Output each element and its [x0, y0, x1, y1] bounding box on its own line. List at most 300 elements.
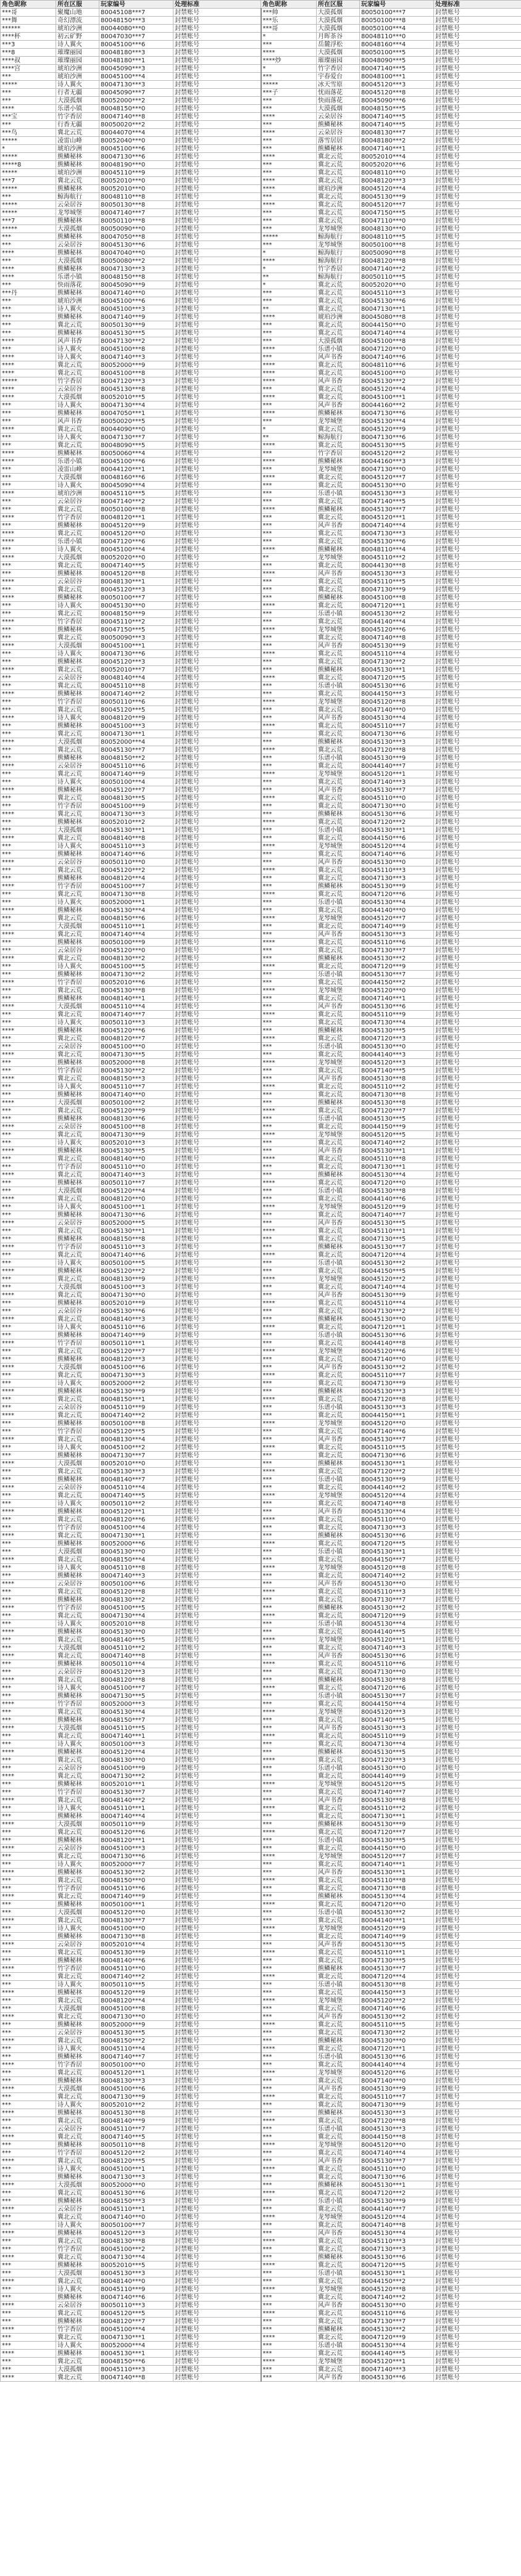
table-row	[1, 1428, 521, 1436]
nickname-cell: ***	[261, 1388, 317, 1396]
table-row	[1, 1949, 521, 1957]
table-row	[1, 121, 521, 129]
action-cell: 封禁账号	[173, 1644, 261, 1652]
server-cell: 诗人翼火	[56, 1925, 99, 1933]
server-cell: 冀北云荒	[317, 1211, 360, 1219]
action-cell: 封禁账号	[173, 2253, 261, 2261]
server-cell: 熊鳞秘林	[56, 522, 99, 530]
header-row	[1, 1, 521, 9]
player-id-cell: 80045120***3	[99, 1668, 173, 1676]
player-id-cell: 80044150***3	[360, 1989, 434, 1997]
action-cell: 封禁账号	[173, 955, 261, 963]
server-cell: 琥珀沙洲	[56, 145, 99, 153]
action-cell: 封禁账号	[434, 498, 521, 506]
nickname-cell: ****	[261, 1877, 317, 1885]
action-cell: 封禁账号	[173, 1941, 261, 1949]
table-row	[1, 923, 521, 931]
player-id-cell: 80047130***3	[99, 810, 173, 818]
action-cell: 封禁账号	[434, 2013, 521, 2021]
action-cell: 封禁账号	[173, 802, 261, 810]
table-row	[1, 570, 521, 578]
player-id-cell: 80048110***5	[360, 233, 434, 241]
player-id-cell: 80044150***0	[360, 1845, 434, 1853]
action-cell: 封禁账号	[173, 1845, 261, 1853]
player-id-cell: 80045100***0	[360, 369, 434, 377]
player-id-cell: 80052000***0	[99, 2181, 173, 2189]
server-cell: 熊鳞秘林	[56, 2294, 99, 2302]
nickname-cell: ***	[1, 1107, 56, 1115]
action-cell: 封禁账号	[434, 762, 521, 770]
nickname-cell: ****	[261, 2165, 317, 2173]
server-cell: 冀北云荒	[317, 1644, 360, 1652]
server-cell: 云朵居谷	[56, 1123, 99, 1131]
nickname-cell: ***	[1, 1901, 56, 1909]
action-cell: 封禁账号	[173, 538, 261, 546]
table-row	[1, 2302, 521, 2310]
table-row	[1, 249, 521, 257]
action-cell: 封禁账号	[173, 939, 261, 947]
action-cell: 封禁账号	[434, 1580, 521, 1588]
player-id-cell: 80045120***0	[360, 2141, 434, 2149]
player-id-cell: 80045110***8	[360, 1155, 434, 1163]
server-cell: 冀北云荒	[317, 746, 360, 754]
server-cell: 熊鳞秘林	[56, 1596, 99, 1604]
action-cell: 封禁账号	[434, 1700, 521, 1708]
server-cell: 冀北云荒	[56, 2117, 99, 2125]
player-id-cell: 80045110***3	[360, 289, 434, 297]
server-cell: 冀北云荒	[317, 2334, 360, 2342]
nickname-cell: ***	[261, 1267, 317, 1275]
table-row	[1, 842, 521, 850]
nickname-cell: ****	[1, 1099, 56, 1107]
player-id-cell: 80047140***5	[360, 65, 434, 73]
action-cell: 封禁账号	[434, 722, 521, 730]
table-row	[1, 217, 521, 225]
action-cell: 封禁账号	[434, 915, 521, 923]
action-cell: 封禁账号	[434, 385, 521, 393]
nickname-cell: ****	[261, 1179, 317, 1187]
table-row	[1, 562, 521, 570]
nickname-cell: ***	[261, 1019, 317, 1027]
nickname-cell: ***	[1, 1331, 56, 1339]
action-cell: 封禁账号	[173, 1636, 261, 1644]
nickname-cell: ****	[1, 642, 56, 650]
nickname-cell: ***	[1, 1909, 56, 1917]
server-cell: 大漠孤烟	[56, 2085, 99, 2093]
nickname-cell: ****	[1, 1748, 56, 1756]
player-id-cell: 80047140***6	[99, 2294, 173, 2302]
server-cell: 诗人翼火	[56, 2165, 99, 2173]
player-id-cell: 80044140***6	[360, 1195, 434, 1203]
player-id-cell: 80045110***1	[360, 1227, 434, 1235]
nickname-cell: ***	[1, 2213, 56, 2221]
nickname-cell: ***	[261, 2029, 317, 2037]
server-cell: 琥珀沙洲	[56, 65, 99, 73]
nickname-cell: ****	[1, 1027, 56, 1035]
table-row	[1, 2061, 521, 2069]
server-cell: 竹字香居	[56, 2326, 99, 2334]
nickname-cell: ***	[261, 1604, 317, 1612]
nickname-cell: ***	[1, 1877, 56, 1885]
action-cell: 封禁账号	[173, 73, 261, 81]
server-cell: 冀北云荒	[317, 650, 360, 658]
nickname-cell: ****	[261, 1348, 317, 1356]
nickname-cell: ***	[261, 802, 317, 810]
nickname-cell: ***	[1, 506, 56, 514]
action-cell: 封禁账号	[173, 1235, 261, 1243]
action-cell: 封禁账号	[434, 1829, 521, 1837]
player-id-cell: 80045110***1	[360, 1949, 434, 1957]
table-row	[1, 233, 521, 241]
server-cell: 冀北云荒	[317, 1772, 360, 1780]
action-cell: 封禁账号	[434, 706, 521, 714]
player-id-cell: 80045100***1	[99, 642, 173, 650]
server-cell: 云朵居谷	[317, 129, 360, 137]
player-id-cell: 80048120***9	[99, 714, 173, 722]
nickname-cell: ****	[1, 931, 56, 939]
player-id-cell: 80047130***6	[360, 1452, 434, 1460]
player-id-cell: 80045130***2	[360, 2013, 434, 2021]
server-cell: 冀北云荒	[317, 2261, 360, 2269]
server-cell: 冀北云荒	[56, 2093, 99, 2101]
action-cell: 封禁账号	[434, 241, 521, 249]
action-cell: 封禁账号	[434, 698, 521, 706]
nickname-cell: ****	[261, 1444, 317, 1452]
nickname-cell: ****	[261, 2093, 317, 2101]
table-row	[1, 546, 521, 554]
action-cell: 封禁账号	[173, 1187, 261, 1195]
nickname-cell: ***	[1, 2237, 56, 2245]
nickname-cell: ***	[1, 2245, 56, 2253]
server-cell: 熊鳞秘林	[56, 1748, 99, 1756]
action-cell: 封禁账号	[434, 1973, 521, 1981]
nickname-cell: ***	[261, 1436, 317, 1444]
server-cell: 诗人翼火	[56, 1019, 99, 1027]
table-row	[1, 321, 521, 329]
player-id-cell: 80052000***7	[99, 1861, 173, 1869]
action-cell: 封禁账号	[173, 690, 261, 698]
server-cell: 熊鳞秘林	[56, 1716, 99, 1724]
server-cell: 熊鳞秘林	[317, 1893, 360, 1901]
action-cell: 封禁账号	[434, 586, 521, 594]
player-id-cell: 80047140***3	[360, 2366, 434, 2374]
player-id-cell: 80047120***8	[360, 746, 434, 754]
action-cell: 封禁账号	[434, 546, 521, 554]
action-cell: 封禁账号	[173, 1548, 261, 1556]
action-cell: 封禁账号	[434, 1307, 521, 1315]
action-cell: 封禁账号	[434, 1893, 521, 1901]
server-cell: 琥珀沙洲	[56, 297, 99, 305]
player-id-cell: 80048120***6	[99, 1516, 173, 1524]
action-cell: 封禁账号	[434, 1131, 521, 1139]
action-cell: 封禁账号	[434, 1123, 521, 1131]
action-cell: 封禁账号	[434, 1652, 521, 1660]
player-id-cell: 80045120***3	[360, 1059, 434, 1067]
action-cell: 封禁账号	[173, 738, 261, 746]
player-id-cell: 80045130***0	[360, 1764, 434, 1772]
action-cell: 封禁账号	[434, 1436, 521, 1444]
action-cell: 封禁账号	[173, 1484, 261, 1492]
nickname-cell: ****	[261, 2261, 317, 2269]
nickname-cell: ****	[261, 746, 317, 754]
player-id-cell: 80045130***3	[360, 738, 434, 746]
player-id-cell: 80045130***6	[360, 1003, 434, 1011]
nickname-cell: ***	[1, 1131, 56, 1139]
nickname-cell: ***	[261, 1556, 317, 1564]
server-cell: 冀北云荒	[317, 1949, 360, 1957]
server-cell: 冀北云荒	[317, 2318, 360, 2326]
player-id-cell: 80045130***6	[360, 2253, 434, 2261]
action-cell: 封禁账号	[173, 361, 261, 369]
table-row	[1, 1716, 521, 1724]
player-id-cell: 80045090***9	[99, 281, 173, 289]
table-row	[1, 1251, 521, 1259]
nickname-cell: ****	[1, 1075, 56, 1083]
action-cell: 封禁账号	[434, 2165, 521, 2173]
server-cell: 冀北云荒	[56, 2310, 99, 2318]
action-cell: 封禁账号	[434, 1764, 521, 1772]
table-row	[1, 289, 521, 297]
server-cell: 竹字香居	[56, 2061, 99, 2069]
table-row	[1, 161, 521, 169]
table-row	[1, 690, 521, 698]
nickname-cell: ****	[261, 1035, 317, 1043]
player-id-cell: 80045120***4	[360, 842, 434, 850]
nickname-cell: ***	[1, 1684, 56, 1692]
nickname-cell: ****	[1, 1989, 56, 1997]
nickname-cell: ***	[261, 1917, 317, 1925]
table-row	[1, 586, 521, 594]
player-id-cell: 80052000***5	[99, 1219, 173, 1227]
nickname-cell: ***	[261, 1051, 317, 1059]
nickname-cell: ***	[1, 1372, 56, 1380]
server-cell: 乐谱小镇	[317, 2125, 360, 2133]
server-cell: 云朵居谷	[56, 241, 99, 249]
nickname-cell: ***	[261, 1508, 317, 1516]
table-row	[1, 1869, 521, 1877]
server-cell: 熊鳞秘林	[56, 874, 99, 883]
nickname-cell: ***	[261, 1067, 317, 1075]
action-cell: 封禁账号	[173, 2326, 261, 2334]
nickname-cell: ***	[261, 2053, 317, 2061]
table-row	[1, 1299, 521, 1307]
nickname-cell: ****	[1, 426, 56, 434]
player-id-cell: 80045120***4	[360, 385, 434, 393]
player-id-cell: 80047140***6	[360, 1428, 434, 1436]
player-id-cell: 80047130***1	[99, 1532, 173, 1540]
action-cell: 封禁账号	[173, 193, 261, 201]
nickname-cell: ***	[1, 442, 56, 450]
player-id-cell: 80044120***1	[99, 466, 173, 474]
player-id-cell: 80045108***7	[99, 9, 173, 17]
nickname-cell: ****	[1, 2181, 56, 2189]
nickname-cell: *****	[1, 137, 56, 145]
player-id-cell: 80045100***4	[99, 1524, 173, 1532]
server-cell: 冀北云荒	[56, 1997, 99, 2005]
player-id-cell: 80045130***2	[360, 955, 434, 963]
server-cell: 竹字香居	[56, 1428, 99, 1436]
server-cell: 冀北云荒	[56, 2213, 99, 2221]
player-id-cell: 80044150***2	[360, 979, 434, 987]
player-id-cell: 80045130***2	[360, 1364, 434, 1372]
server-cell: 冀北云荒	[56, 1131, 99, 1139]
server-cell: 冀北云荒	[317, 538, 360, 546]
action-cell: 封禁账号	[434, 2318, 521, 2326]
nickname-cell: ****	[1, 249, 56, 257]
table-row	[1, 2101, 521, 2109]
nickname-cell: ***	[261, 826, 317, 834]
action-cell: 封禁账号	[173, 1027, 261, 1035]
nickname-cell: ***	[1, 474, 56, 482]
server-cell: 风声书香	[317, 2374, 360, 2382]
action-cell: 封禁账号	[173, 25, 261, 33]
action-cell: 封禁账号	[173, 450, 261, 458]
server-cell: 冀北云荒	[317, 1051, 360, 1059]
server-cell: 大漠孤烟	[56, 474, 99, 482]
action-cell: 封禁账号	[173, 2374, 261, 2382]
player-id-cell: 80048090***5	[99, 442, 173, 450]
nickname-cell: ****	[1, 105, 56, 113]
server-cell: 冀北云荒	[56, 1893, 99, 1901]
player-id-cell: 80047140***8	[360, 1500, 434, 1508]
nickname-cell: ***	[261, 321, 317, 329]
server-cell: 熊鳞秘林	[317, 738, 360, 746]
player-id-cell: 80045130***1	[360, 1460, 434, 1468]
nickname-cell: ***	[261, 1307, 317, 1315]
server-cell: 冀北云荒	[317, 1668, 360, 1676]
table-row	[1, 1484, 521, 1492]
table-row	[1, 273, 521, 281]
action-cell: 封禁账号	[434, 963, 521, 971]
server-cell: 乐谱小镇	[317, 610, 360, 618]
action-cell: 封禁账号	[173, 1973, 261, 1981]
player-id-cell: 80045120***4	[99, 1187, 173, 1195]
server-cell: 诗人翼火	[56, 2101, 99, 2109]
table-row	[1, 1275, 521, 1283]
action-cell: 封禁账号	[434, 1364, 521, 1372]
server-cell: 乐谱小镇	[317, 490, 360, 498]
server-cell: 竹字香居	[317, 450, 360, 458]
action-cell: 封禁账号	[434, 225, 521, 233]
player-id-cell: 80045130***6	[360, 810, 434, 818]
player-id-cell: 80048160***6	[99, 474, 173, 482]
nickname-cell: ****	[1, 337, 56, 345]
player-id-cell: 80047140***7	[99, 209, 173, 217]
server-cell: 熊鳞秘林	[56, 1508, 99, 1516]
server-cell: 鲸海航行	[56, 193, 99, 201]
action-cell: 封禁账号	[173, 1331, 261, 1339]
server-cell: 熊鳞秘林	[56, 1299, 99, 1307]
nickname-cell: ***	[1, 1644, 56, 1652]
nickname-cell: ***	[1, 418, 56, 426]
action-cell: 封禁账号	[434, 730, 521, 738]
table-row	[1, 97, 521, 105]
player-id-cell: 80045120***0	[360, 1420, 434, 1428]
action-cell: 封禁账号	[434, 1227, 521, 1235]
table-row	[1, 1829, 521, 1837]
nickname-cell: ****	[261, 49, 317, 57]
server-cell: 熊鳞秘林	[317, 1965, 360, 1973]
server-cell: 冀北云荒	[317, 1500, 360, 1508]
player-id-cell: 80045130***2	[360, 1604, 434, 1612]
player-id-cell: 80048130***8	[99, 2237, 173, 2245]
table-row	[1, 1708, 521, 1716]
player-id-cell: 80048130***2	[99, 1596, 173, 1604]
table-row	[1, 1732, 521, 1740]
server-cell: 熊鳞秘林	[56, 1420, 99, 1428]
nickname-cell: ***	[1, 939, 56, 947]
action-cell: 封禁账号	[434, 1075, 521, 1083]
nickname-cell: ***	[1, 2165, 56, 2173]
player-id-cell: 80045130***1	[360, 2181, 434, 2189]
server-cell: 熊鳞秘林	[56, 1331, 99, 1339]
server-cell: 诗人翼火	[56, 899, 99, 907]
server-cell: 乐谱小镇	[317, 1115, 360, 1123]
nickname-cell: ***	[261, 2350, 317, 2358]
nickname-cell: ****	[261, 153, 317, 161]
action-cell: 封禁账号	[434, 1724, 521, 1732]
server-cell: 冀北云荒	[317, 1083, 360, 1091]
nickname-cell: ***鸟	[1, 129, 56, 137]
player-id-cell: 80045110***3	[360, 2237, 434, 2245]
action-cell: 封禁账号	[434, 1925, 521, 1933]
action-cell: 封禁账号	[434, 177, 521, 185]
nickname-cell: ****	[1, 2037, 56, 2045]
table-row	[1, 1107, 521, 1115]
action-cell: 封禁账号	[434, 313, 521, 321]
player-id-cell: 80047140***2	[99, 498, 173, 506]
nickname-cell: ****	[261, 570, 317, 578]
action-cell: 封禁账号	[173, 1444, 261, 1452]
nickname-cell: ****	[1, 514, 56, 522]
action-cell: 封禁账号	[434, 1796, 521, 1804]
action-cell: 封禁账号	[434, 25, 521, 33]
action-cell: 封禁账号	[434, 81, 521, 89]
server-cell: 龙琴城堡	[317, 1997, 360, 2005]
server-cell: 乐谱小镇	[317, 1404, 360, 1412]
player-id-cell: 80048110***0	[360, 33, 434, 41]
action-cell: 封禁账号	[173, 883, 261, 891]
player-id-cell: 80047130***3	[360, 2245, 434, 2253]
player-id-cell: 80045130***6	[360, 1652, 434, 1660]
nickname-cell: ***哥	[261, 25, 317, 33]
nickname-cell: ***	[1, 297, 56, 305]
table-row	[1, 2165, 521, 2173]
nickname-cell: ***	[1, 874, 56, 883]
server-cell: 熊鳞秘林	[56, 1780, 99, 1788]
server-cell: 风声书香	[317, 570, 360, 578]
action-cell: 封禁账号	[434, 161, 521, 169]
nickname-cell: ****	[1, 1604, 56, 1612]
table-row	[1, 1468, 521, 1476]
nickname-cell: ***	[261, 538, 317, 546]
action-cell: 封禁账号	[434, 321, 521, 329]
server-cell: 冀北云荒	[317, 1428, 360, 1436]
player-id-cell: 80045130***7	[360, 506, 434, 514]
server-cell: 熊鳞秘林	[56, 329, 99, 337]
nickname-cell: ****	[1, 353, 56, 361]
action-cell: 封禁账号	[434, 650, 521, 658]
server-cell: 乐谱小镇	[317, 345, 360, 353]
nickname-cell: *****	[261, 81, 317, 89]
server-cell: 诗人翼火	[56, 1620, 99, 1628]
server-cell: 琥珀沙洲	[56, 25, 99, 33]
table-row	[1, 1564, 521, 1572]
server-cell: 奇幻漂流	[56, 17, 99, 25]
action-cell: 封禁账号	[173, 1652, 261, 1660]
action-cell: 封禁账号	[173, 1460, 261, 1468]
table-row	[1, 1436, 521, 1444]
